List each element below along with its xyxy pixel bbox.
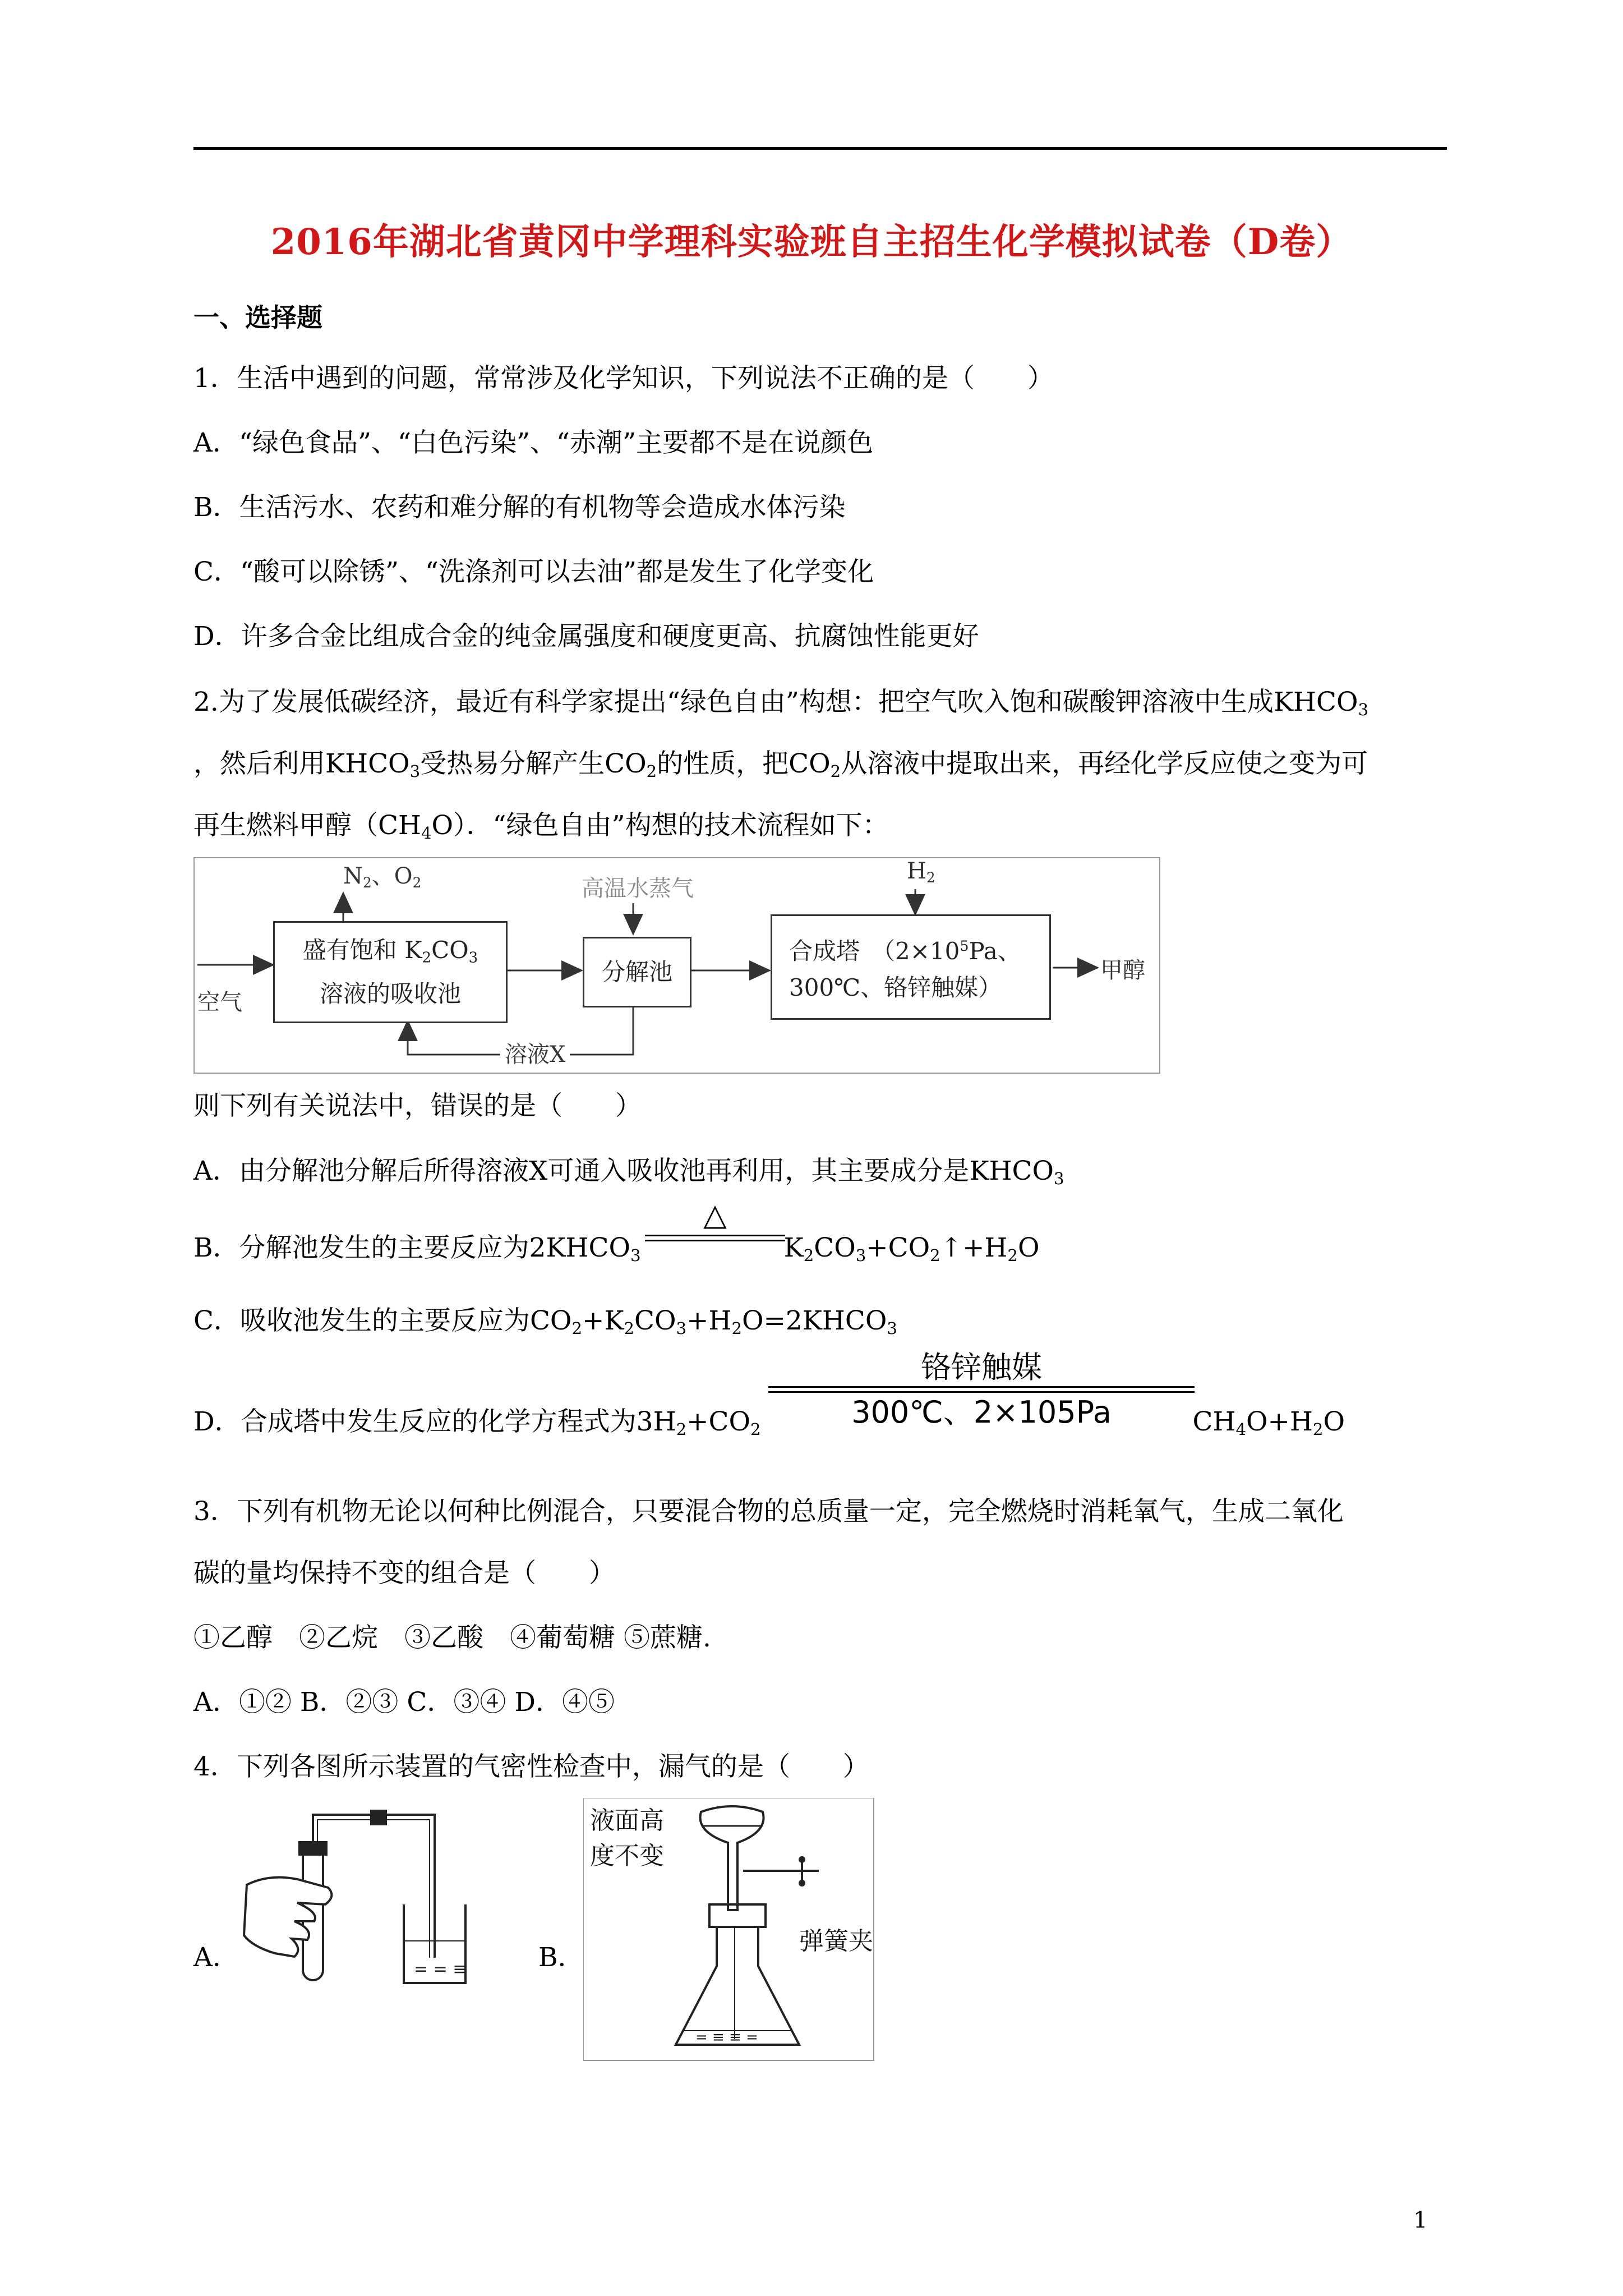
svg-text:= = ≡: = = ≡: [414, 1959, 467, 1979]
q2-d-condition: 铬锌触媒 300℃、2×105Pa: [768, 1349, 1195, 1432]
gas-out-label: $N_2$、$O_2$: [343, 863, 422, 891]
q1-option-b: B．生活污水、农药和难分解的有机物等会造成水体污染: [193, 492, 846, 523]
q4-stem: 4．下列各图所示装置的气密性检查中，漏气的是（ ）: [193, 1751, 869, 1782]
synthesis-tower-box: 合成塔 （$2\times 10^5Pa$、 300℃、铬锌触媒）: [771, 914, 1051, 1020]
q2-stem-line2: ，然后利用$KHCO_3$受热易分解产生$CO_2$的性质，把$CO_2$从溶液中提取出来，再经化学反应使之变为可: [193, 748, 1368, 781]
q3-stem-line2: 碳的量均保持不变的组合是（ ）: [193, 1558, 615, 1589]
decomposition-tank-box: 分解池: [583, 937, 691, 1007]
page-title: 2016年湖北省黄冈中学理科实验班自主招生化学模拟试卷（D卷）: [270, 221, 1353, 263]
svg-text:= ≡ ≡ =: = ≡ ≡ =: [695, 2029, 758, 2046]
section-heading: 一、选择题: [193, 302, 322, 333]
methanol-label: 甲醇: [1100, 958, 1145, 983]
q2-stem-line1: 2.为了发展低碳经济，最近有科学家提出“绿色自由”构想：把空气吹入饱和碳酸钾溶液中生成$KHCO_3$: [193, 687, 1369, 720]
absorption-tank-box: 盛有饱和 $K_2CO_3$ 溶液的吸收池: [273, 921, 508, 1023]
q4-option-a-label: A．: [193, 1942, 239, 1973]
header-rule: [193, 147, 1447, 150]
q2-option-b: B．分解池发生的主要反应为$2KHCO_3$ $K_2CO_3+CO_2↑+H_2O$: [193, 1232, 1040, 1266]
q2-option-a: A．由分解池分解后所得溶液X可通入吸收池再利用，其主要成分是$KHCO_3$: [193, 1156, 1064, 1189]
b-level-label-1: 液面高: [590, 1806, 664, 1835]
process-flow-diagram: [193, 857, 1160, 1074]
q2-stem-line3: 再生燃料甲醇$(CH_4O)$．“绿色自由”构想的技术流程如下：: [193, 810, 889, 843]
q2-b-condition: △: [645, 1198, 785, 1241]
b-clip-label: 弹簧夹: [799, 1927, 873, 1955]
q1-stem: 1．生活中遇到的问题，常常涉及化学知识，下列说法不正确的是（ ）: [193, 363, 1054, 394]
q1-option-d: D．许多合金比组成合金的纯金属强度和硬度更高、抗腐蚀性能更好: [193, 621, 979, 652]
q2-question: 则下列有关说法中，错误的是（ ）: [193, 1091, 642, 1121]
q4-option-b-label: B．: [538, 1942, 584, 1973]
hydrogen-label: $H_2$: [907, 858, 935, 886]
air-label: 空气: [197, 990, 242, 1015]
q2-option-d: D．合成塔中发生反应的化学方程式为$3H_2+CO_2$ $CH_4O+H_2O$: [193, 1406, 1345, 1439]
q3-items: ①乙醇 ②乙烷 ③乙酸 ④葡萄糖 ⑤蔗糖.: [193, 1622, 711, 1653]
b-level-label-2: 度不变: [590, 1842, 664, 1870]
q1-option-a: A．“绿色食品”、“白色污染”、“赤潮”主要都不是在说颜色: [193, 427, 874, 458]
steam-label: 高温水蒸气: [582, 876, 694, 901]
q1-option-c: C．“酸可以除锈”、“洗涤剂可以去油”都是发生了化学变化: [193, 556, 874, 587]
apparatus-b-figure: [583, 1798, 875, 2062]
q3-stem-line1: 3．下列有机物无论以何种比例混合，只要混合物的总质量一定，完全燃烧时消耗氧气，生成二氧化: [193, 1496, 1344, 1527]
q3-options: A．①② B．②③ C．③④ D．④⑤: [193, 1687, 615, 1718]
solution-x-label: 溶液X: [500, 1037, 570, 1069]
apparatus-a-figure: [236, 1806, 488, 1991]
q2-option-c: C．吸收池发生的主要反应为$CO_2+K_2CO_3+H_2O=2KHCO_3$: [193, 1305, 897, 1338]
page-number: 1: [1413, 2207, 1428, 2233]
